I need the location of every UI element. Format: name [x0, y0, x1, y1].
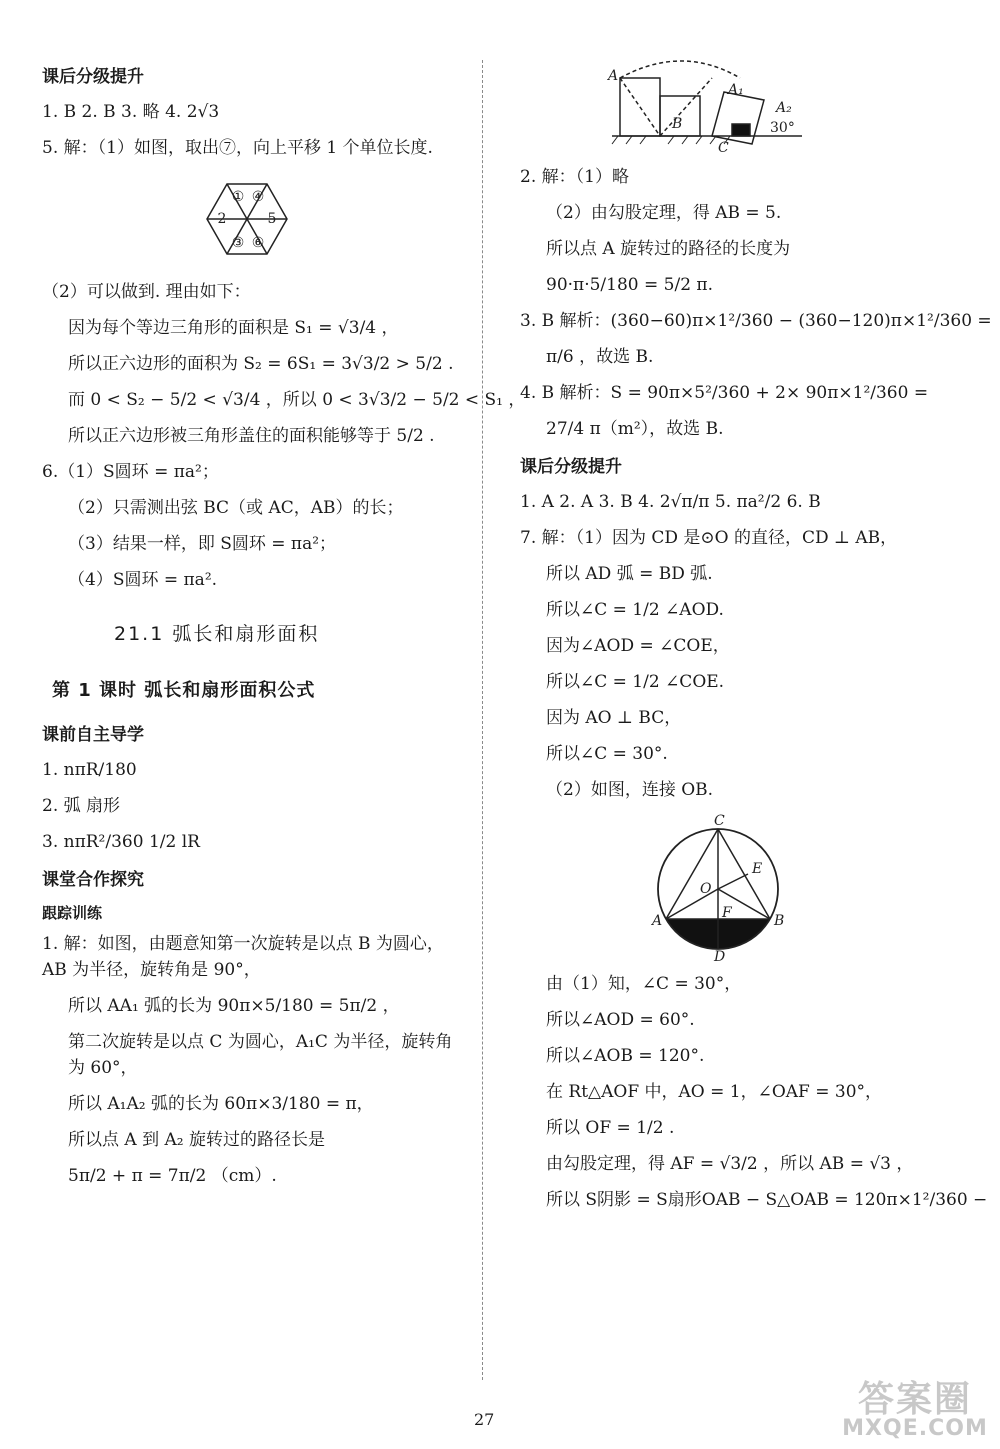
q5-part5: 而 0 < S₂ − 5/2 < √3/4 ，所以 0 < 3√3/2 − 5/2 < S₁ ，	[68, 390, 526, 410]
page-number: 27	[474, 1410, 495, 1429]
rot-label-a2: A₂	[776, 100, 792, 116]
q6-part4: （4）S圆环 = πa².	[68, 570, 218, 590]
circle-label-a: A	[652, 913, 663, 929]
r-q7-part14: 由勾股定理，得 AF = √3/2 ，所以 AB = √3 ，	[546, 1154, 914, 1174]
heading-after-class: 课后分级提升	[42, 67, 144, 87]
circle-label-b: B	[774, 913, 785, 929]
circle-label-d: D	[714, 949, 726, 963]
r-q7-part5: 所以∠C = 1/2 ∠COE.	[546, 672, 725, 692]
q5-part2: （2）可以做到. 理由如下：	[42, 282, 251, 302]
r-q4-part2: 27/4 π（m²），故选 B.	[546, 419, 724, 439]
r-answers-1-6: 1. A 2. A 3. B 4. 2√π/π 5. πa²/2 6. B	[520, 492, 821, 512]
lesson-title: 第 1 课时 弧长和扇形面积公式	[52, 680, 316, 701]
r-q7-part9: 由（1）知，∠C = 30°，	[546, 974, 742, 994]
circle-label-o: O	[700, 881, 712, 897]
rotation-figure	[520, 58, 960, 154]
circle-label-e: E	[752, 861, 763, 877]
r-q2-part4: 90·π·5/180 = 5/2 π.	[546, 275, 713, 295]
q5-part3: 因为每个等边三角形的面积是 S₁ = √3/4 ，	[68, 318, 399, 338]
track-1-part4: 所以 A₁A₂ 弧的长为 60π×3/180 = π，	[68, 1094, 374, 1114]
r-q7-part4: 因为∠AOD = ∠COE，	[546, 636, 730, 656]
section-title: 21.1 弧长和扇形面积	[114, 623, 320, 645]
pre-answer-3: 3. nπR²/360 1/2 lR	[42, 832, 200, 852]
r-q7-part13: 所以 OF = 1/2 .	[546, 1118, 675, 1138]
q6-part1: 6.（1）S圆环 = πa²；	[42, 462, 219, 482]
pre-answer-2: 2. 弧 扇形	[42, 796, 121, 816]
track-1-part1: 1. 解：如图，由题意知第一次旋转是以点 B 为圆心，AB 为半径，旋转角是 90°，	[42, 934, 444, 980]
r-q7-part6: 因为 AO ⊥ BC，	[546, 708, 682, 728]
rot-label-a: A	[608, 68, 619, 84]
watermark	[840, 1371, 990, 1441]
r-q7-part8: （2）如图，连接 OB.	[546, 780, 714, 800]
rot-label-a1: A₁	[728, 82, 744, 98]
r-q4-part1: 4. B 解析：S = 90π×5²/360 + 2× 90π×1²/360 =	[520, 383, 929, 403]
r-q7-part11: 所以∠AOB = 120°.	[546, 1046, 705, 1066]
hexagon-figure	[42, 171, 462, 271]
r-q7-part15: 所以 S阴影 = S扇形OAB − S△OAB = 120π×1²/360 −	[546, 1190, 988, 1210]
q5-part4: 所以正六边形的面积为 S₂ = 6S₁ = 3√3/2 > 5/2 .	[68, 354, 454, 374]
pre-answer-1: 1. nπR/180	[42, 760, 137, 780]
q5-part6: 所以正六边形被三角形盖住的面积能够等于 5/2 .	[68, 426, 435, 446]
r-q3-part2: π/6 ，故选 B.	[546, 347, 654, 367]
track-1-part2: 所以 AA₁ 弧的长为 90π×5/180 = 5π/2 ，	[68, 996, 400, 1016]
r-q7-part7: 所以∠C = 30°.	[546, 744, 668, 764]
r-q7-part2: 所以 AD 弧 = BD 弧.	[546, 564, 713, 584]
r-q2-part2: （2）由勾股定理，得 AB = 5.	[546, 203, 782, 223]
circle-figure	[520, 813, 960, 963]
q5-part1: 5. 解：（1）如图，取出⑦，向上平移 1 个单位长度.	[42, 138, 433, 158]
q6-part2: （2）只需测出弦 BC（或 AC，AB）的长；	[68, 498, 404, 518]
heading-after-class-2: 课后分级提升	[520, 457, 622, 477]
r-q7-part3: 所以∠C = 1/2 ∠AOD.	[546, 600, 724, 620]
rot-label-b: B	[672, 116, 683, 132]
track-1-part3: 第二次旋转是以点 C 为圆心，A₁C 为半径，旋转角为 60°，	[68, 1032, 453, 1078]
watermark-url: MXQE.COM	[842, 1416, 988, 1441]
track-1-part6: 5π/2 + π = 7π/2 （cm）.	[68, 1166, 277, 1186]
rot-label-c: C	[718, 140, 729, 154]
column-divider	[482, 60, 483, 1380]
hex-label-6: ⑥	[251, 235, 265, 251]
sub-heading-tracking: 跟踪训练	[42, 904, 103, 922]
heading-in-class: 课堂合作探究	[42, 870, 144, 890]
r-q3-part1: 3. B 解析：(360−60)π×1²/360 − (360−120)π×1²/360 =	[520, 311, 992, 331]
circle-label-f: F	[722, 905, 732, 921]
r-q7-part10: 所以∠AOD = 60°.	[546, 1010, 695, 1030]
hex-label-2: 2	[217, 211, 227, 227]
left-column	[42, 58, 526, 1199]
right-column	[520, 58, 992, 1223]
r-q2-part1: 2. 解：（1）略	[520, 167, 629, 187]
hex-label-4: ④	[251, 189, 265, 205]
q6-part3: （3）结果一样，即 S圆环 = πa²；	[68, 534, 337, 554]
heading-pre-class: 课前自主导学	[42, 725, 144, 745]
hex-label-3: ③	[231, 235, 245, 251]
r-q7-part12: 在 Rt△AOF 中，AO = 1，∠OAF = 30°，	[546, 1082, 883, 1102]
rot-label-angle: 30°	[770, 120, 795, 136]
hex-label-1: ①	[231, 189, 245, 205]
track-1-part5: 所以点 A 到 A₂ 旋转过的路径长是	[68, 1130, 325, 1150]
r-q7-part1: 7. 解：（1）因为 CD 是⊙O 的直径，CD ⊥ AB，	[520, 528, 898, 548]
watermark-logo: 答案圈	[857, 1379, 972, 1420]
hex-label-5: 5	[267, 211, 277, 227]
circle-label-c: C	[714, 813, 725, 829]
r-q2-part3: 所以点 A 旋转过的路径的长度为	[546, 239, 791, 259]
answers-1-4: 1. B 2. B 3. 略 4. 2√3	[42, 102, 220, 122]
